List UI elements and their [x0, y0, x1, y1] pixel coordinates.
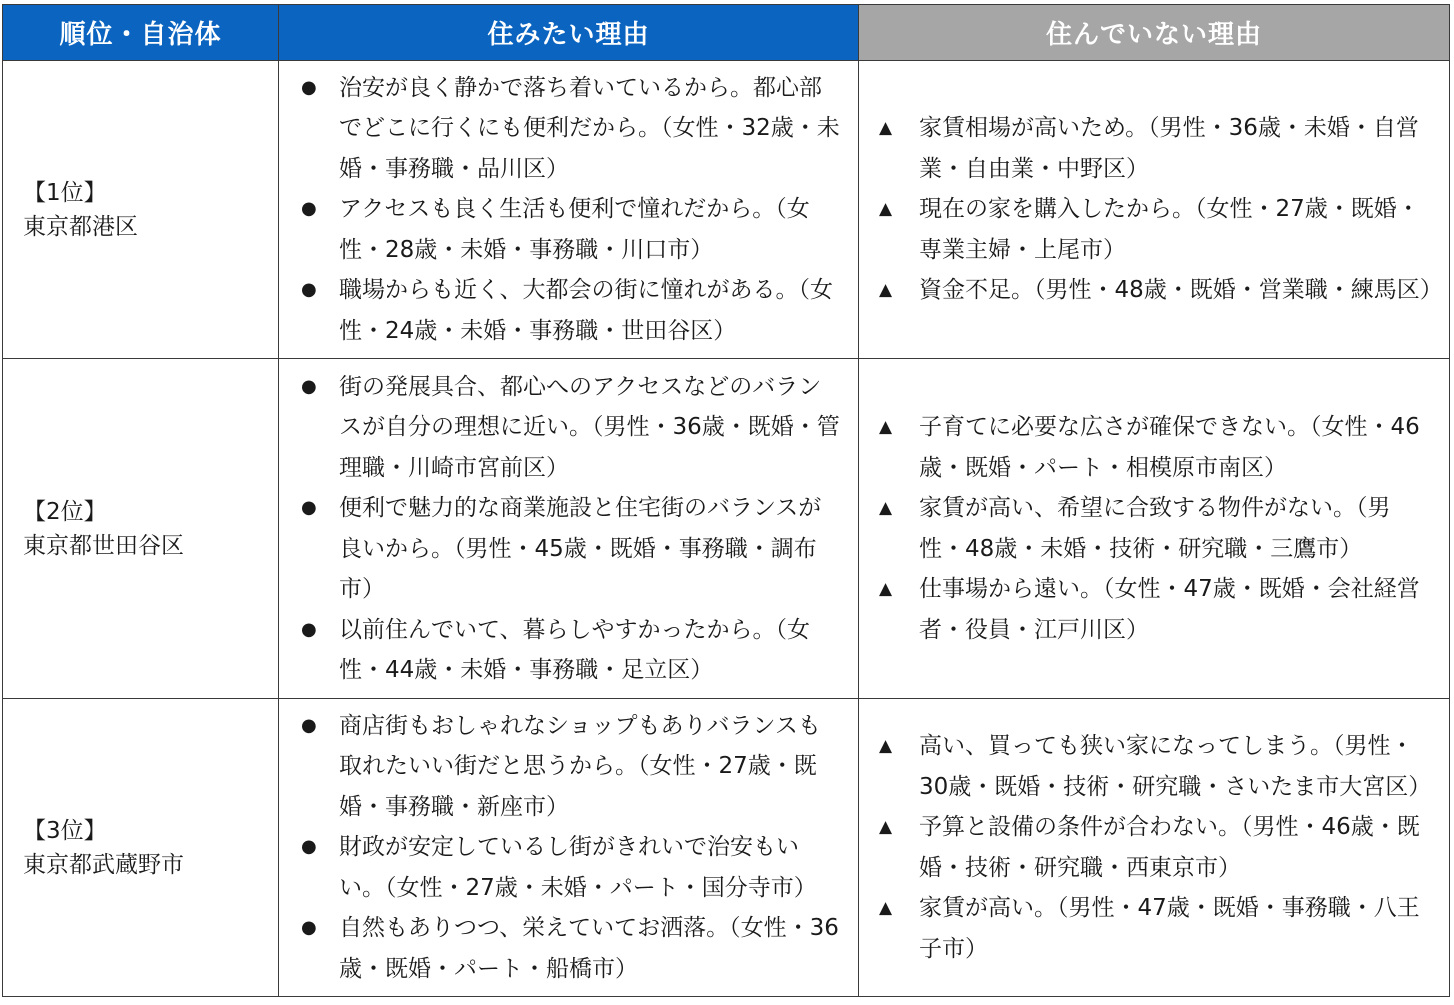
rank-label: 【3位】: [23, 817, 107, 844]
circle-bullet-icon: ●: [301, 76, 317, 98]
list-item: [301, 706, 840, 828]
table-row: [3, 359, 1450, 699]
triangle-bullet-icon: ▲: [879, 898, 893, 918]
triangle-bullet-icon: ▲: [879, 817, 893, 837]
list-item: [301, 367, 840, 489]
rank-cell: [3, 359, 279, 699]
list-item: [879, 270, 1443, 311]
triangle-bullet-icon: ▲: [879, 280, 893, 301]
table-row: [3, 61, 1450, 359]
table-row: [3, 699, 1450, 997]
list-item: [301, 610, 840, 691]
city-name: 東京都武蔵野市: [23, 851, 184, 878]
circle-bullet-icon: ●: [301, 714, 317, 736]
not-reasons-list: [859, 108, 1449, 311]
list-item: [301, 189, 840, 270]
rank-cell: [3, 61, 279, 359]
list-item: [879, 569, 1433, 650]
triangle-bullet-icon: ▲: [879, 736, 893, 756]
reason-text: 現在の家を購入したから。（女性・27歳・既婚・専業主婦・上尾市）: [919, 196, 1420, 263]
triangle-bullet-icon: ▲: [879, 417, 893, 437]
list-item: [879, 189, 1433, 270]
list-item: [301, 827, 840, 908]
not-reasons-list: [859, 407, 1449, 650]
reason-text: 家賃が高い、希望に合致する物件がない。（男性・48歳・未婚・技術・研究職・三鷹市）: [919, 495, 1391, 562]
city-name: 東京都港区: [23, 213, 138, 240]
header-row: [3, 5, 1450, 61]
reason-text: 以前住んでいて、暮らしやすかったから。（女性・44歳・未婚・事務職・足立区）: [339, 616, 811, 683]
reason-text: 財政が安定しているし街がきれいで治安もいい。（女性・27歳・未婚・パート・国分寺市）: [339, 834, 817, 901]
reason-text: アクセスも良く生活も便利で憧れだから。（女性・28歳・未婚・事務職・川口市）: [339, 196, 810, 263]
reason-text: 予算と設備の条件が合わない。（男性・46歳・既婚・技術・研究職・西東京市）: [919, 814, 1420, 881]
list-item: [879, 108, 1433, 189]
list-item: [301, 908, 840, 989]
not-reasons-cell: [859, 61, 1450, 359]
want-reasons-list: [279, 367, 858, 691]
triangle-bullet-icon: ▲: [879, 498, 893, 518]
circle-bullet-icon: ●: [301, 917, 317, 939]
reason-text: 街の発展具合、都心へのアクセスなどのバランスが自分の理想に近い。（男性・36歳・既婚・管理職・川崎市宮前区）: [339, 373, 840, 481]
want-reasons-list: [279, 706, 858, 990]
header-want-reasons: 住みたい理由: [279, 5, 859, 61]
circle-bullet-icon: ●: [301, 836, 317, 858]
not-reasons-cell: [859, 699, 1450, 997]
reason-text: 商店街もおしゃれなショップもありバランスも取れたいい街だと思うから。（女性・27歳・既婚・事務職・新座市）: [339, 712, 821, 820]
circle-bullet-icon: ●: [301, 375, 317, 397]
reason-text: 職場からも近く、大都会の街に憧れがある。（女性・24歳・未婚・事務職・世田谷区）: [339, 277, 834, 344]
rank-label: 【1位】: [23, 179, 107, 206]
triangle-bullet-icon: ▲: [879, 118, 893, 139]
list-item: [879, 888, 1433, 969]
want-reasons-list: [279, 68, 858, 352]
reason-text: 家賃相場が高いため。（男性・36歳・未婚・自営業・自由業・中野区）: [919, 115, 1419, 182]
reason-text: 高い、買っても狭い家になってしまう。（男性・30歳・既婚・技術・研究職・さいたま市大宮区）: [919, 733, 1432, 800]
list-item: [301, 270, 840, 351]
list-item: [301, 488, 840, 610]
city-name: 東京都世田谷区: [23, 532, 184, 559]
list-item: [879, 488, 1433, 569]
reason-text: 家賃が高い。（男性・47歳・既婚・事務職・八王子市）: [919, 895, 1420, 962]
triangle-bullet-icon: ▲: [879, 579, 893, 599]
circle-bullet-icon: ●: [301, 618, 317, 640]
rank-label: 【2位】: [23, 498, 107, 525]
want-reasons-cell: [279, 359, 859, 699]
want-reasons-cell: [279, 61, 859, 359]
circle-bullet-icon: ●: [301, 198, 317, 220]
reason-text: 仕事場から遠い。（女性・47歳・既婚・会社経営者・役員・江戸川区）: [919, 576, 1420, 643]
not-reasons-cell: [859, 359, 1450, 699]
triangle-bullet-icon: ▲: [879, 199, 893, 220]
circle-bullet-icon: ●: [301, 497, 317, 518]
reason-text: 便利で魅力的な商業施設と住宅街のバランスが良いから。（男性・45歳・既婚・事務職・調布市）: [339, 495, 822, 602]
reason-text: 自然もありつつ、栄えていてお洒落。（女性・36歳・既婚・パート・船橋市）: [339, 915, 839, 982]
reason-text: 資金不足。（男性・48歳・既婚・営業職・練馬区）: [919, 277, 1443, 304]
reason-text: 子育てに必要な広さが確保できない。（女性・46歳・既婚・パート・相模原市南区）: [919, 414, 1420, 481]
list-item: [879, 726, 1433, 807]
header-not-reasons: 住んでいない理由: [859, 5, 1450, 61]
list-item: [301, 68, 840, 190]
want-reasons-cell: [279, 699, 859, 997]
list-item: [879, 407, 1433, 488]
rank-cell: [3, 699, 279, 997]
ranking-table: [2, 4, 1450, 997]
header-rank: 順位・自治体: [3, 5, 279, 61]
reason-text: 治安が良く静かで落ち着いているから。都心部でどこに行くにも便利だから。（女性・32歳・未婚・事務職・品川区）: [339, 74, 840, 182]
circle-bullet-icon: ●: [301, 279, 317, 301]
list-item: [879, 807, 1433, 888]
not-reasons-list: [859, 726, 1449, 969]
